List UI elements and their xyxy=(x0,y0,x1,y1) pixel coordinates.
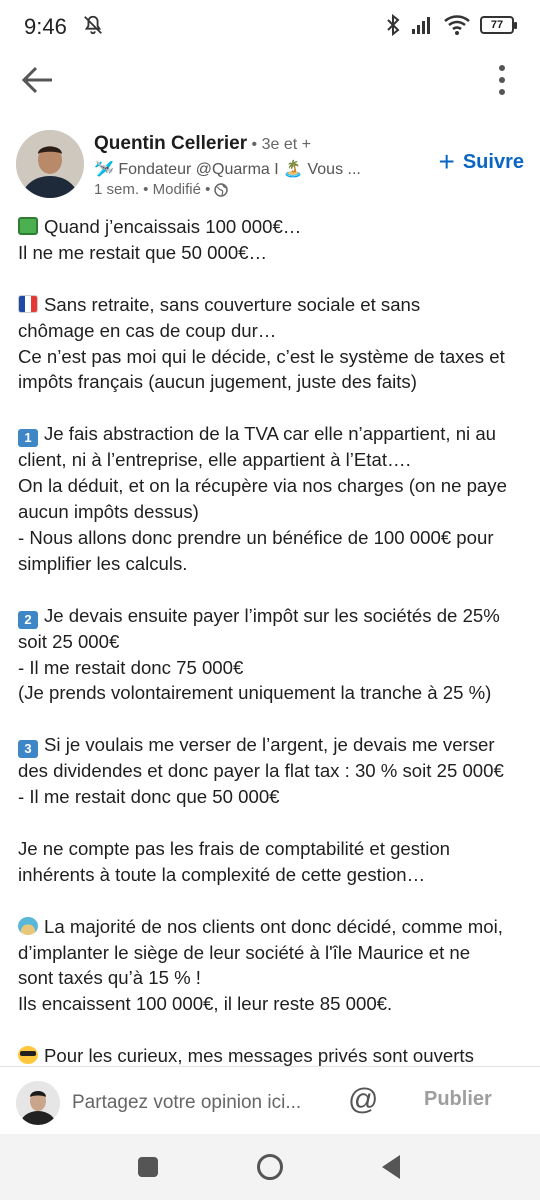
connection-degree: • 3e et + xyxy=(247,136,311,153)
post-line: Ce n’est pas moi qui le décide, c’est le système de taxes et xyxy=(18,345,505,367)
author-name[interactable]: Quentin Cellerier xyxy=(94,133,248,154)
keycap-two-icon: 2 xyxy=(18,611,38,629)
keycap-one-icon: 1 xyxy=(18,429,38,447)
author-headline: 🛩️ Fondateur @Quarma I 🏝️ Vous ... xyxy=(94,161,361,178)
post-meta xyxy=(94,181,228,198)
post-line: inhérents à toute la complexité de cette gestion… xyxy=(18,863,426,885)
post-line: On la déduit, et on la récupère via nos charges (on ne paye xyxy=(18,475,507,497)
user-avatar[interactable] xyxy=(16,1081,60,1125)
comment-bar xyxy=(0,1066,540,1134)
money-emoji-icon xyxy=(18,217,38,235)
france-flag-icon xyxy=(18,295,38,313)
status-bar xyxy=(0,0,540,52)
mention-button[interactable]: @ xyxy=(348,1083,379,1116)
post-line: des dividendes et donc payer la flat tax : 30 % soit 25 000€ xyxy=(18,760,504,782)
post-line: (Je prends volontairement uniquement la tranche à 25 %) xyxy=(18,682,492,704)
post-header xyxy=(0,130,540,202)
recent-apps-icon[interactable] xyxy=(138,1157,158,1177)
post-body xyxy=(18,214,528,1069)
follow-label: Suivre xyxy=(462,150,524,173)
publish-button[interactable]: Publier xyxy=(424,1088,492,1110)
more-vertical-icon[interactable] xyxy=(492,62,512,98)
follow-button[interactable] xyxy=(438,148,524,176)
post-line: La majorité de nos clients ont donc décidé, comme moi, xyxy=(18,914,528,940)
author-avatar[interactable] xyxy=(16,130,84,198)
back-icon[interactable] xyxy=(382,1155,400,1179)
post-line: Sans retraite, sans couverture sociale et sans xyxy=(18,292,528,318)
post-line: impôts français (aucun jugement, juste des faits) xyxy=(18,371,417,393)
post-line: sont taxés qu’à 15 % ! xyxy=(18,967,201,989)
status-icons xyxy=(386,14,514,36)
signal-icon xyxy=(410,15,434,35)
post-time: 1 sem. • Modifié • xyxy=(94,181,211,198)
status-time: 9:46 xyxy=(24,14,67,39)
globe-icon xyxy=(214,183,228,197)
plus-icon: + xyxy=(438,146,455,177)
post-line: Quand j’encaissais 100 000€… xyxy=(18,214,528,240)
post-line: client, ni à l’entreprise, elle appartient à l’Etat…. xyxy=(18,449,411,471)
app-bar xyxy=(0,52,540,108)
arrow-left-icon[interactable] xyxy=(20,64,56,96)
post-line: chômage en cas de coup dur… xyxy=(18,319,277,341)
post-line: Il ne me restait que 50 000€… xyxy=(18,241,268,263)
post-line: soit 25 000€ xyxy=(18,630,120,652)
wifi-icon xyxy=(444,15,470,35)
author-name-line xyxy=(94,133,311,155)
keycap-three-icon: 3 xyxy=(18,740,38,758)
battery-icon: 77 xyxy=(480,16,514,34)
home-icon[interactable] xyxy=(257,1154,283,1180)
post-line: - Il me restait donc 75 000€ xyxy=(18,656,244,678)
post-line: 1 Je fais abstraction de la TVA car elle n’appartient, ni au xyxy=(18,421,528,447)
notifications-off-icon xyxy=(82,14,104,36)
island-emoji-icon xyxy=(18,917,38,935)
post-line: d’implanter le siège de leur société à l'île Maurice et ne xyxy=(18,941,471,963)
post-line: Ils encaissent 100 000€, il leur reste 85 000€. xyxy=(18,993,393,1015)
post-line: 2 Je devais ensuite payer l’impôt sur les sociétés de 25% xyxy=(18,603,528,629)
post-line: Pour les curieux, mes messages privés sont ouverts xyxy=(18,1043,528,1069)
bluetooth-icon xyxy=(386,14,400,36)
comment-input[interactable] xyxy=(72,1087,322,1119)
post-line: - Nous allons donc prendre un bénéfice de 100 000€ pour xyxy=(18,526,494,548)
post-line: Je ne compte pas les frais de comptabilité et gestion xyxy=(18,837,451,859)
post-line: aucun impôts dessus) xyxy=(18,501,199,523)
post-line: simplifier les calculs. xyxy=(18,552,188,574)
system-nav-bar xyxy=(0,1134,540,1200)
post-line: - Il me restait donc que 50 000€ xyxy=(18,786,280,808)
sunglasses-emoji-icon xyxy=(18,1046,38,1064)
post-line: 3 Si je voulais me verser de l’argent, je devais me verser xyxy=(18,732,528,758)
